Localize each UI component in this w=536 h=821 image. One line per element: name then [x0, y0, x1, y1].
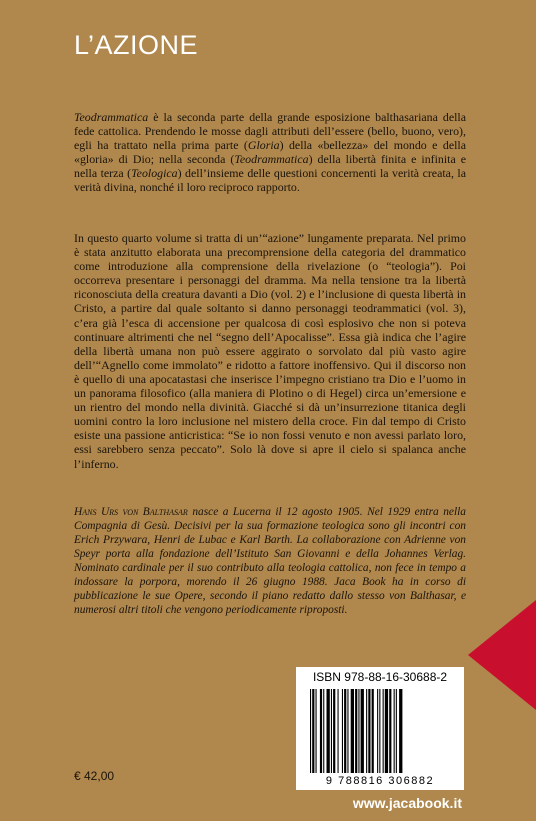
blurb-paragraph-2: In questo quarto volume si tratta di un’“azione” lungamente preparata. Nel primo è stata anzitutto elaborata una precomprensione della categoria del drammatico come introduzione alla comprensione della rivelazione (o “teologia”). Poi occorreva presentare i personaggi del dramma. Ma nella tensione tra la libertà riconosciuta della creatura davanti a Dio (vol. 2) e l’inclusione di questa libertà in Cristo, a partire dal quale soltanto si danno personaggi teodrammatici (vol. 3), c’era già l’esca di accensione per qualcosa di così esplosivo che non si poteva continuare altrimenti che nel “segno dell’Apocalisse”. Essa già indica che l’agire della libertà umana non può essere aggirato o sorvolato dal più vasto agire dell’“Agnello come immolato” e ridotto a fattore inoffensivo. Qui il discorso non è quello di una apocatastasi che inserisce l’impegno cristiano tra Dio e l’uomo in un panorama filosofico (alla maniera di Plotino o di Hegel) circa un’emersione e un rientro del mondo nella divinità. Giacché si dà un’insurrezione titanica degli uomini contro la loro inclusione nel mistero della croce. Fin dal tempo di Cristo esiste una passione anticristica: “Se io non fossi venuto e non avessi parlato loro, essi sarebbero senza peccato”. Solo là dove si apre il cielo si spalanca anche l’inferno.	[74, 231, 466, 471]
blurb-text: ) dell’insieme delle questioni concernenti la verità creata, la verità divina, nonché il loro reciproco rapporto.	[74, 166, 466, 195]
red-triangle-decoration	[468, 600, 536, 710]
book-title: L’AZIONE	[74, 30, 199, 60]
work-title: Gloria	[247, 138, 280, 153]
work-title: Teologica	[131, 166, 178, 181]
author-name: Hans Urs von Balthasar	[74, 506, 188, 518]
work-title: Teodrammatica	[74, 110, 149, 124]
price: € 42,00	[74, 769, 115, 783]
barcode-icon	[310, 689, 450, 773]
blurb-paragraph-1	[74, 110, 466, 195]
author-bio	[74, 505, 466, 617]
blurb-text: ) della libertà finita e infinita e nella terza (	[74, 152, 467, 181]
work-title: Teodrammatica	[234, 152, 309, 167]
website-link[interactable]: www.jacabook.it	[352, 795, 462, 811]
bio-text: nasce a Lucerna il 12 agosto 1905. Nel 1929 entra nella Compagnia di Gesù. Decisivi per la sua formazione teologica sono gli incontri con Erich Przywara, Henri de Lubac e Karl Barth. La collaborazione con Adrienne von Speyr porta alla fondazione dell’Istituto San Giovanni e della Johannes Verlag. Nominato cardinale per il suo contributo alla teologia cattolica, non fece in tempo a indossare la porpora, morendo il 26 giugno 1988. Jaca Book ha in corso di pubblicazione le sue Opere, secondo il piano redatto dallo stesso von Balthasar, e numerosi altri titoli che vengono periodicamente riproposti.	[74, 506, 466, 616]
barcode-panel	[296, 667, 464, 790]
blurb-text: è la seconda parte della grande esposizione balthasariana della fede cattolica. Prendendo le mosse dagli attributi dell’essere (bello, buono, vero), egli ha trattato nella prima parte (	[74, 110, 466, 153]
blurb-text: ) della «bellezza» del mondo e della «gloria» di Dio; nella seconda (	[74, 138, 466, 167]
barcode-number: 9 788816 306882	[325, 775, 435, 787]
isbn-label: ISBN 978-88-16-30688-2	[312, 670, 448, 684]
